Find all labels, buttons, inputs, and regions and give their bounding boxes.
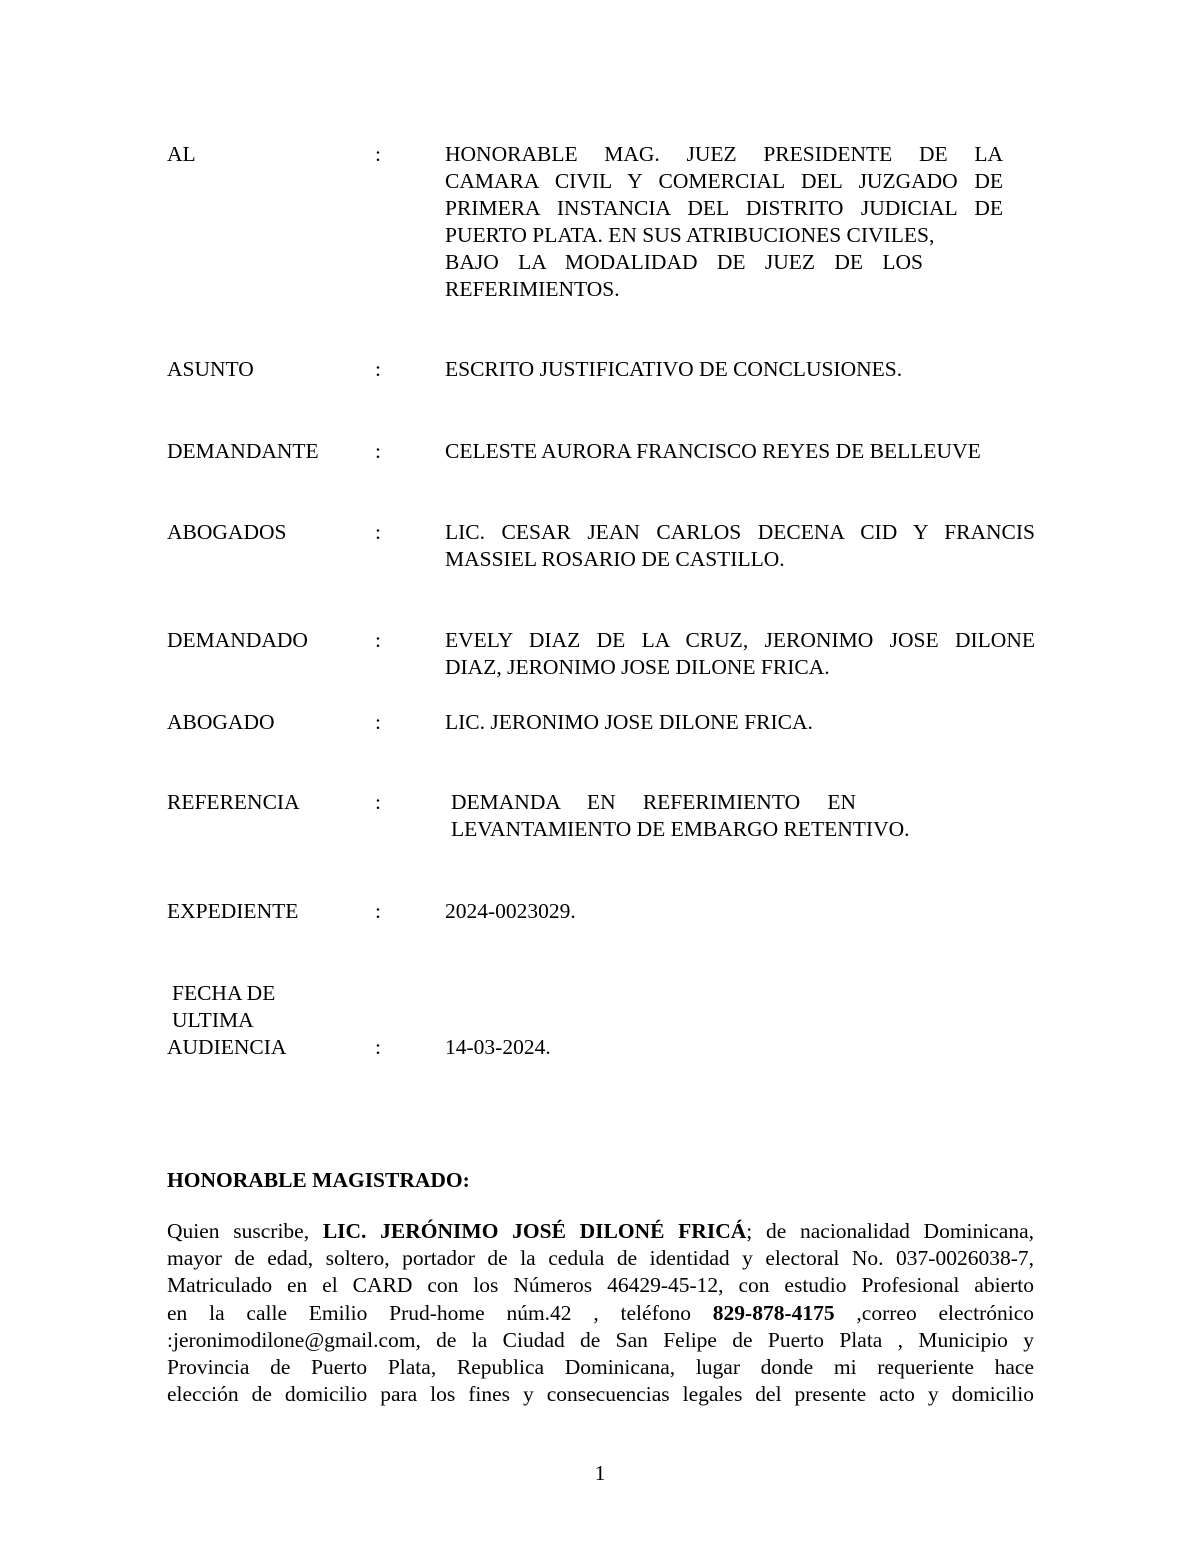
value-line: LIC. CESAR JEAN CARLOS DECENA CID Y FRANCIS [445,520,1035,544]
value-line: BAJO LA MODALIDAD DE JUEZ DE LOS [445,250,923,274]
field-label-line: AUDIENCIA [167,1035,287,1059]
body-line [167,1300,1034,1327]
body-text-span: Quien suscribe, [167,1219,323,1243]
value-line: PRIMERA INSTANCIA DEL DISTRITO JUDICIAL DE [445,196,1003,220]
body-line: Provincia de Puerto Plata, Republica Dominicana, lugar donde mi requeriente hace [167,1355,1034,1380]
body-text-span: en la calle Emilio Prud-home núm.42 , teléfono [167,1300,713,1325]
field-colon: : [375,142,381,166]
field-value [445,356,1035,383]
value-line: 14-03-2024. [445,1035,551,1059]
field-value [445,709,1035,736]
value-line: LIC. JERONIMO JOSE DILONE FRICA. [445,710,813,734]
field-label: ABOGADOS [167,520,287,544]
value-line: DEMANDA EN REFERIMIENTO EN [451,790,856,814]
field-colon: : [375,1035,381,1059]
value-line: REFERIMIENTOS. [445,277,620,301]
field-label: REFERENCIA [167,790,300,814]
field-value [445,141,1003,303]
field-label: AL [167,142,196,166]
body-line: Matriculado en el CARD con los Números 46429-45-12, con estudio Profesional abierto [167,1273,1034,1298]
value-line: CAMARA CIVIL Y COMERCIAL DEL JUZGADO DE [445,169,1003,193]
field-value [451,789,971,843]
body-text-span: ,correo electrónico [834,1300,1034,1325]
field-value [445,627,1035,681]
value-line: DIAZ, JERONIMO JOSE DILONE FRICA. [445,655,830,679]
signer-name: LIC. JERÓNIMO JOSÉ DILONÉ FRICÁ [322,1219,747,1243]
value-line: ESCRITO JUSTIFICATIVO DE CONCLUSIONES. [445,357,903,381]
body-line [167,1218,1034,1245]
field-colon: : [375,899,381,923]
salutation-heading: HONORABLE MAGISTRADO: [167,1168,470,1192]
field-label: EXPEDIENTE [167,899,299,923]
body-line: elección de domicilio para los fines y consecuencias legales del presente acto y domicilio [167,1382,1034,1407]
body-paragraph [167,1218,1034,1408]
value-line: MASSIEL ROSARIO DE CASTILLO. [445,547,785,571]
field-label-line: FECHA DE [172,981,276,1005]
value-line: PUERTO PLATA. EN SUS ATRIBUCIONES CIVILES, [445,223,935,247]
field-label: DEMANDANTE [167,439,319,463]
field-value [445,1034,1035,1061]
value-line: HONORABLE MAG. JUEZ PRESIDENTE DE LA [445,142,1003,166]
value-line: EVELY DIAZ DE LA CRUZ, JERONIMO JOSE DILONE [445,628,1035,652]
field-colon: : [375,357,381,381]
field-label: ASUNTO [167,357,254,381]
value-line: CELESTE AURORA FRANCISCO REYES DE BELLEUVE [445,439,981,463]
page-number: 1 [594,1461,606,1485]
phone-number: 829-878-4175 [712,1300,835,1325]
value-line: 2024-0023029. [445,899,576,923]
value-line: LEVANTAMIENTO DE EMBARGO RETENTIVO. [451,817,910,841]
field-value [445,438,1035,465]
field-value [445,519,1035,573]
field-colon: : [375,439,381,463]
field-colon: : [375,710,381,734]
field-label-line: ULTIMA [172,1008,254,1032]
field-value [445,898,1035,925]
field-colon: : [375,628,381,652]
body-line: :jeronimodilone@gmail.com, de la Ciudad de San Felipe de Puerto Plata , Municipio y [167,1327,1034,1352]
field-label: ABOGADO [167,710,275,734]
field-colon: : [375,790,381,814]
body-line: mayor de edad, soltero, portador de la cedula de identidad y electoral No. 037-0026038-7, [167,1246,1034,1271]
field-label: DEMANDADO [167,628,308,652]
body-text-span: ; de nacionalidad Dominicana, [746,1219,1034,1243]
field-colon: : [375,520,381,544]
